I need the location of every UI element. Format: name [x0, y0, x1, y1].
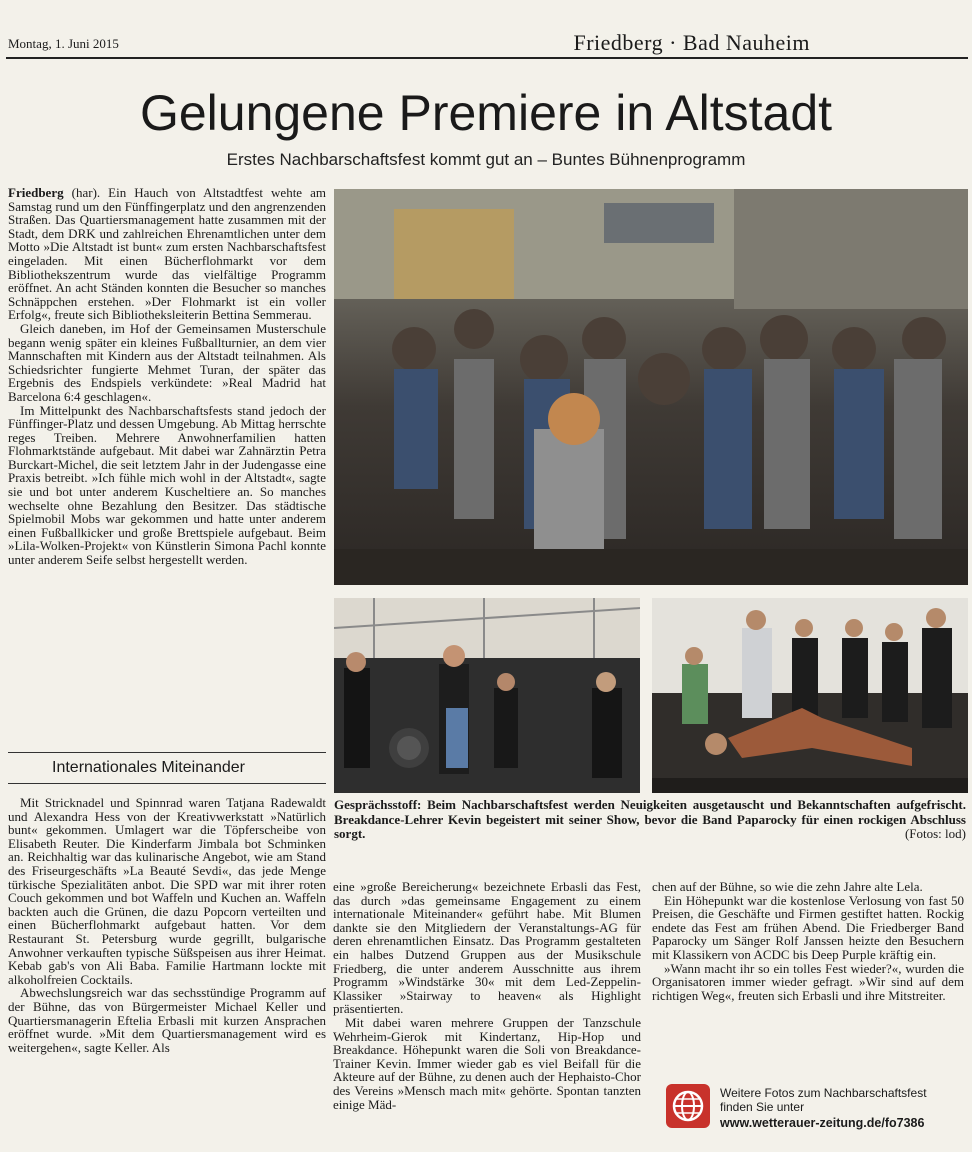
subsection-heading	[8, 752, 326, 784]
band-photo-illustration	[334, 598, 640, 793]
article-column-3	[652, 880, 964, 1050]
crowd-photo-illustration	[334, 189, 968, 585]
photo-caption	[334, 798, 966, 842]
paragraph: Mit dabei waren mehrere Gruppen der Tanzschule Wehrheim-Gierok mit Kindertanz, Hip-Hop und Breakdance. Höhepunkt waren die Soli von Breakdance-Trainer Kevin. Immer wieder gab es viel Beifall für die Akteure auf der Bühne, zu denen auch der Hephaisto-Chor des Vereins »Mensch mach mit« gehörte. Spontan tanzten einige Mäd-	[333, 1014, 641, 1112]
promo-text: Weitere Fotos zum Nachbarschaftsfest finden Sie unter	[720, 1086, 927, 1114]
crowd-photo	[334, 189, 968, 585]
article-column-1-continued	[8, 796, 326, 1146]
paragraph: Gleich daneben, im Hof der Gemeinsamen Musterschule begann wenig später ein kleines Fußballturnier, an dem vier Mannschaften mit Kindern aus der Altstadt teilnahmen. Als Schiedsrichter fungierte Mehmet Turan, der später das Ergebnis des Endspiels verkündete: »Real Madrid hat Barcelona 6:4 geschlagen«.	[8, 320, 326, 404]
paragraph: chen auf der Bühne, so wie die zehn Jahre alte Lela.	[652, 880, 923, 894]
caption-text: Gesprächsstoff: Beim Nachbarschaftsfest werden Neuigkeiten ausgetauscht und Bekanntschaften aufgefrischt. Breakdance-Lehrer Kevin begeistert mit seiner Show, bevor die Band Paparocky für einen rockigen Abschluss sorgt.	[334, 797, 966, 841]
dateline-location: Friedberg	[8, 186, 64, 200]
promo-url[interactable]: www.wetterauer-zeitung.de/fo7386	[720, 1116, 925, 1130]
globe-icon	[666, 1084, 710, 1128]
paragraph: »Wann macht ihr so ein tolles Fest wieder?«, wurden die Organisatoren immer wieder gefragt. »Wir sind auf dem richtigen Weg«, freuten sich Erbasli und ihre Mitstreiter.	[652, 960, 964, 1003]
breakdance-photo	[652, 598, 968, 793]
paragraph: Abwechslungsreich war das sechsstündige Programm auf der Bühne, das von Bürgermeister Michael Keller und Quartiersmanagerin Eftelia Erbasli mit kurzen Ansprachen eröffnet wurde. »Mit dem Quartiersmanagement wird es weitergehen«, sagte Keller. Als	[8, 985, 326, 1055]
paragraph: Ein Höhepunkt war die kostenlose Verlosung von fast 50 Preisen, die Geschäfte und Firmen gestiftet hatten. Rockig endete das Fest am frühen Abend. Die Friedberger Band Paparocky um Sänger Rolf Janssen heizte den Besuchern mit Klassikern von ACDC bis Deep Purple kräftig ein.	[652, 892, 964, 962]
paragraph: Im Mittelpunkt des Nachbarschaftsfests stand jedoch der Fünffinger-Platz und dessen Umgebung. Ab Mittag herrschte reges Treiben. Mehrere Anwohnerfamilien hatten Flohmarktstände aufgebaut. Mit dabei war Zahnärztin Petra Burckart-Michel, die seit letztem Jahr in der Judengasse eine Praxis betreibt. »Ich fühle mich wohl in der Altstadt«, sagte sie und bot unter anderem Kuscheltiere an. So manches wechselte ohne Bezahlung den Besitzer. Das städtische Spielmobil Mobs war gekommen und hatte unter anderem einen Fußballkicker und große Brettspiele aufgebaut. Beim »Lila-Wolken-Projekt« von Künstlerin Simona Pachl konnte unter anderem Seife selbst hergestellt werden.	[8, 402, 326, 568]
article-column-2	[333, 880, 641, 1148]
paragraph-text: (har). Ein Hauch von Altstadtfest wehte am Samstag rund um den Fünffingerplatz und den angrenzenden Straßen. Das Quartiersmanagement hatte zusammen mit der Stadt, dem DRK und zahlreichen Ehrenamtlichen unter dem Motto »Die Altstadt ist bunt« zum ersten Nachbarschaftsfest eingeladen. Mit einen Bücherflohmarkt vor dem Bibliothekszentrum wurde das vielfältige Programm eröffnet. An acht Ständen konnten die Besucher so manches Schnäppchen erstehen. »Der Flohmarkt ist ein voller Erfolg«, freute sich Bibliotheksleiterin Bettina Semmerau.	[8, 186, 326, 323]
subsection-heading-text: Internationales Miteinander	[52, 759, 246, 776]
article-column-1	[8, 186, 326, 746]
paragraph: eine »große Bereicherung« bezeichnete Erbasli das Fest, das durch »das gemeinsame Engagement zu einem internationale Miteinander« geführt habe. Mit Blumen dankte sie den Mitgliedern der Veranstaltungs-AG für deren ehrenamtlichen Einsatz. Das Programm gestalteten ein halbes Dutzend Gruppen aus der Musikschule Friedberg, die unter anderem Ausschnitte aus ihrem Programm »Windstärke 30« mit dem Led-Zeppelin-Klassiker »Stairway to heaven« als Highlight präsentierten.	[333, 880, 641, 1017]
article-subheadline: Erstes Nachbarschaftsfest kommt gut an – Buntes Bühnenprogramm	[226, 150, 746, 169]
article-headline: Gelungene Premiere in Altstadt	[139, 85, 833, 141]
issue-date: Montag, 1. Juni 2015	[8, 36, 119, 51]
more-photos-promo	[662, 1080, 962, 1136]
header-rule	[6, 57, 968, 59]
band-photo	[334, 598, 640, 793]
paragraph: Mit Stricknadel und Spinnrad waren Tatjana Radewaldt und Alexandra Hess von der Kreativwerkstatt »Natürlich bunt« gekommen. Umlagert war die Töpferscheibe von Elisabeth Reuter. Die Kinderfarm Jimbala bot Schminken an. Reichhaltig war das kulinarische Angebot, wie am Stand des Friseurgeschäfts »La Beauté Sevdi«, das jede Menge türkische Spezialitäten anbot. Die SPD war mit ihrer roten Couch gekommen und bot Waffeln und Kuchen an. Waffeln backten auch die Grünen, die dazu Popcorn verteilten und einen Bücherflohmarkt aufgebaut hatten. Vor dem Restaurant St. Petersburg wurde gegrillt, bulgarische Anwohner verkauften typische Süßspeisen aus ihrer Heimat. Kebab gab's von Ali Baba. Familie Hartmann lockte mit alkoholfreien Cocktails.	[8, 796, 326, 987]
breakdance-photo-illustration	[652, 598, 968, 793]
section-title: Friedberg · Bad Nauheim	[573, 30, 810, 55]
photo-credit: (Fotos: lod)	[904, 826, 966, 841]
paragraph	[8, 186, 326, 322]
